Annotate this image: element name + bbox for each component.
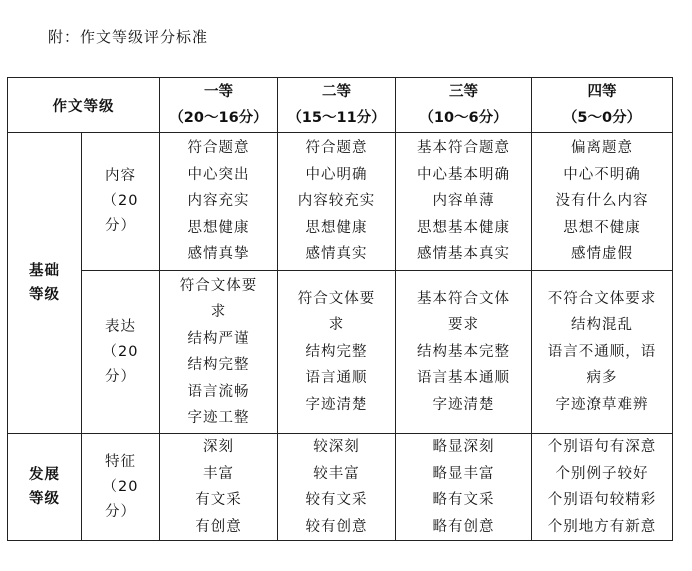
cell-line: 结构严谨 (187, 330, 250, 347)
grade-range: （10～6分） (419, 110, 508, 126)
cell-line: 字迹潦草难辨 (555, 396, 649, 413)
cell-line: 要求 (448, 317, 479, 334)
row-label-line: （20 (102, 478, 139, 495)
group-label-line: 发展 (29, 467, 60, 483)
cell-line: 求 (210, 304, 227, 320)
cell-line: 思想健康 (305, 219, 368, 236)
cell-line: 结构完整 (305, 343, 368, 360)
cell-line: 字迹清楚 (432, 396, 495, 413)
criteria-cell (396, 271, 532, 434)
cell-line: 符合文体要 (297, 290, 376, 307)
cell-line: 结构完整 (187, 357, 250, 373)
caption: 附：作文等级评分标准 (48, 28, 209, 46)
grade-name: 三等 (449, 84, 478, 100)
table-row (8, 133, 673, 271)
cell-line: 感情虚假 (571, 246, 633, 263)
cell-line: 偏离题意 (571, 140, 633, 157)
cell-line: 内容充实 (187, 193, 250, 210)
criteria-cell (396, 434, 532, 541)
cell-line: 符合题意 (187, 140, 250, 157)
cell-line: 较有创意 (305, 518, 368, 535)
cell-line: 个别地方有新意 (547, 518, 657, 535)
cell-line: 中心基本明确 (417, 166, 510, 183)
cell-line: 有文采 (195, 492, 242, 508)
criteria-cell (160, 271, 278, 434)
criteria-cell (278, 271, 396, 434)
cell-line: 略显丰富 (432, 465, 495, 482)
cell-line: 语言不通顺，语 (547, 343, 657, 360)
cell-line: 内容较充实 (297, 193, 376, 210)
row-label-line: 特征 (105, 453, 136, 470)
cell-line: 思想不健康 (563, 219, 641, 236)
cell-line: 中心突出 (187, 166, 250, 183)
row-label-line: 分） (105, 503, 136, 520)
cell-line: 丰富 (203, 465, 234, 482)
grade-name: 二等 (322, 84, 351, 100)
cell-line: 略显深刻 (432, 439, 495, 455)
cell-line: 个别语句有深意 (547, 439, 657, 455)
table-row (8, 271, 673, 434)
row-label-line: 表达 (105, 318, 136, 335)
cell-line: 内容单薄 (432, 193, 495, 210)
row-label-line: 分） (105, 368, 136, 385)
cell-line: 结构基本完整 (417, 343, 510, 360)
cell-line: 思想健康 (187, 219, 250, 236)
cell-line: 中心不明确 (563, 166, 641, 183)
cell-line: 语言基本通顺 (417, 370, 510, 387)
criteria-cell (532, 271, 673, 434)
cell-line: 结构混乱 (571, 317, 633, 334)
row-label-line: （20 (102, 193, 139, 209)
criteria-cell (160, 434, 278, 541)
criteria-cell (396, 133, 532, 271)
criteria-cell (532, 434, 673, 541)
group-label-line: 等级 (29, 491, 60, 507)
cell-line: 语言通顺 (305, 370, 368, 387)
grade-header-2 (278, 78, 396, 133)
cell-line: 个别例子较好 (555, 465, 649, 482)
cell-line: 字迹清楚 (305, 396, 368, 413)
cell-line: 基本符合题意 (417, 140, 510, 157)
cell-line: 符合题意 (305, 140, 368, 157)
cell-line: 较深刻 (313, 439, 360, 455)
grade-range: （15～11分） (287, 110, 386, 126)
cell-line: 感情真挚 (187, 246, 250, 263)
row-label-line: （20 (102, 343, 139, 360)
criteria-cell (278, 133, 396, 271)
cell-line: 求 (328, 317, 345, 334)
cell-line: 思想基本健康 (417, 219, 510, 236)
cell-line: 语言流畅 (187, 383, 250, 400)
cell-line: 略有创意 (432, 518, 495, 535)
criteria-cell (160, 133, 278, 271)
cell-line: 不符合文体要求 (547, 290, 657, 307)
criteria-cell (278, 434, 396, 541)
row-label-line: 内容 (105, 168, 136, 184)
grade-header-4 (532, 78, 673, 133)
group-label-line: 等级 (29, 287, 60, 303)
cell-line: 基本符合文体 (417, 290, 510, 307)
cell-line: 深刻 (203, 439, 234, 455)
corner-header: 作文等级 (8, 78, 160, 133)
cell-line: 较有文采 (305, 492, 368, 508)
cell-line: 个别语句较精彩 (547, 492, 657, 508)
grading-table (7, 77, 673, 541)
header-row (8, 78, 673, 133)
table-row (8, 434, 673, 541)
cell-line: 中心明确 (305, 166, 368, 183)
grade-name: 一等 (204, 84, 233, 100)
criteria-cell (532, 133, 673, 271)
grade-header-1 (160, 78, 278, 133)
group-label-basic (8, 133, 82, 434)
row-label-line: 分） (105, 218, 136, 234)
cell-line: 感情基本真实 (417, 246, 510, 263)
cell-line: 没有什么内容 (555, 193, 649, 210)
group-label-development (8, 434, 82, 541)
grade-range: （20～16分） (169, 110, 268, 126)
cell-line: 字迹工整 (187, 410, 250, 426)
cell-line: 符合文体要 (179, 277, 258, 294)
cell-line: 略有文采 (432, 492, 495, 508)
cell-line: 有创意 (195, 518, 242, 535)
row-label-content (82, 133, 160, 271)
grade-header-3 (396, 78, 532, 133)
grade-range: （5～0分） (562, 110, 642, 126)
cell-line: 较丰富 (313, 465, 360, 482)
cell-line: 感情真实 (305, 246, 368, 263)
cell-line: 病多 (586, 370, 618, 387)
group-label-line: 基础 (29, 263, 60, 279)
grade-name: 四等 (587, 84, 617, 100)
row-label-expression (82, 271, 160, 434)
row-label-feature (82, 434, 160, 541)
